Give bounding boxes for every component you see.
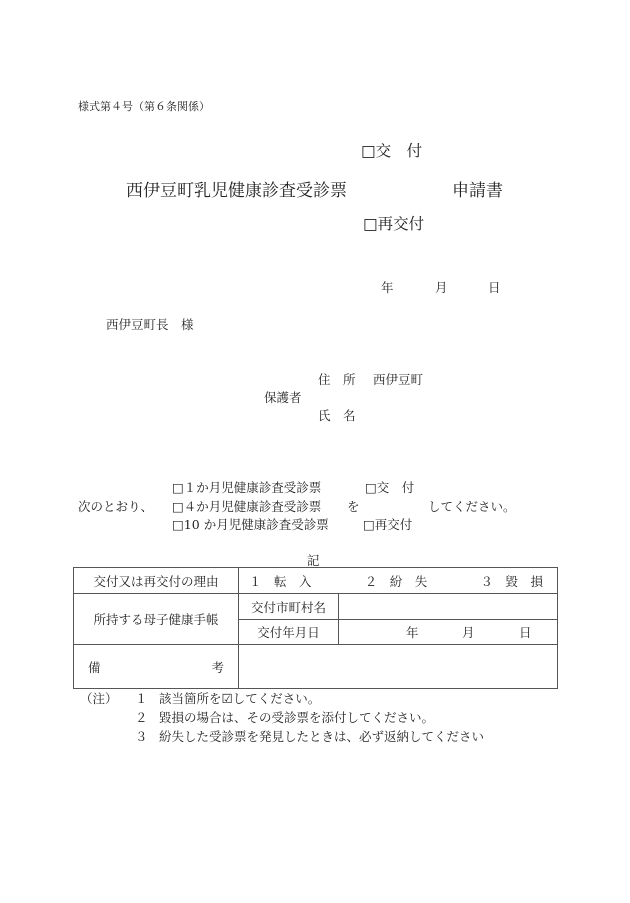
address-label: 住 所 (318, 372, 356, 387)
municipality-field[interactable] (339, 594, 558, 620)
form-number: 様式第４号（第６条関係） (78, 100, 210, 113)
ticket-4-month-checkbox[interactable]: □４か月児健康診査受診票 (172, 499, 322, 514)
issue-date-label: 交付年月日 (239, 620, 339, 645)
municipality-label: 交付市町村名 (239, 594, 339, 620)
reason-options[interactable] (239, 568, 558, 594)
note-num-3: ３ (135, 729, 148, 744)
reason-lost[interactable]: ２ 紛 失 (364, 573, 428, 589)
issue-month: 月 (462, 625, 475, 640)
action-reissue-checkbox[interactable]: □再交付 (363, 517, 413, 532)
option-issue-checkbox[interactable]: □交 付 (361, 142, 423, 160)
details-table (73, 567, 558, 689)
request-tail: してください。 (428, 499, 516, 514)
municipality-row (74, 594, 558, 620)
address-field[interactable]: 西伊豆町 (373, 372, 424, 387)
remarks-label-1: 備 (88, 659, 101, 675)
ticket-1-month-checkbox[interactable]: □１か月児健康診査受診票 (172, 480, 322, 495)
remarks-label (74, 645, 239, 689)
note-text-3: 紛失した受診票を発見したときは、必ず返納してください (159, 729, 485, 744)
ki-heading: 記 (307, 553, 320, 568)
form-title-suffix: 申請書 (452, 181, 503, 201)
action-issue-checkbox[interactable]: □交 付 (365, 480, 415, 495)
request-lead: 次のとおり、 (78, 499, 154, 514)
date-year: 年 (381, 280, 394, 295)
note-num-1: １ (135, 691, 148, 706)
name-label: 氏 名 (318, 408, 356, 423)
remarks-field[interactable] (239, 645, 558, 689)
reason-damaged[interactable]: ３ 毀 損 (480, 573, 543, 589)
reason-label: 交付又は再交付の理由 (74, 568, 239, 594)
ticket-10-month-checkbox[interactable]: □10 か月児健康診査受診票 (172, 517, 329, 532)
note-text-1: 該当箇所を☑してください。 (159, 691, 321, 706)
option-reissue-checkbox[interactable]: □再交付 (363, 215, 425, 233)
request-particle: を (347, 499, 360, 514)
reason-row (74, 568, 558, 594)
notes (80, 689, 484, 746)
remarks-label-2: 考 (211, 659, 224, 675)
issue-day: 日 (519, 625, 532, 640)
remarks-row (74, 645, 558, 689)
issue-date-field[interactable] (339, 620, 558, 645)
issue-year: 年 (406, 625, 419, 640)
date-month: 月 (435, 280, 448, 295)
date-day: 日 (488, 280, 501, 295)
note-num-2: ２ (135, 710, 148, 725)
guardian-label: 保護者 (264, 390, 302, 405)
handbook-label: 所持する母子健康手帳 (74, 594, 239, 645)
form-title: 西伊豆町乳児健康診査受診票 (126, 181, 347, 201)
reason-transfer-in[interactable]: １ 転 入 (249, 573, 312, 589)
note-text-2: 毀損の場合は、その受診票を添付してください。 (159, 710, 435, 725)
notes-label: （注） (80, 691, 118, 706)
addressee: 西伊豆町長 様 (106, 317, 194, 332)
